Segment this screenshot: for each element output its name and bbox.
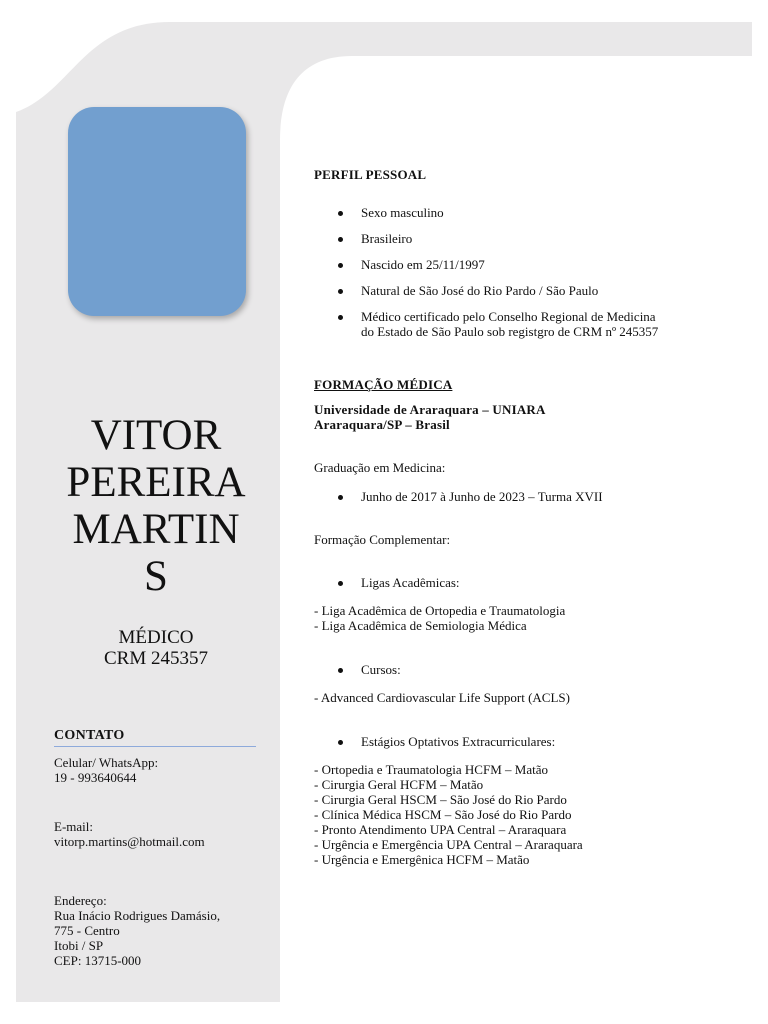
full-name xyxy=(36,412,276,600)
profile-item: Nascido em 25/11/1997 xyxy=(314,257,485,272)
league-item: - Liga Acadêmica de Ortopedia e Traumatologia xyxy=(314,603,566,618)
leagues-list xyxy=(314,603,565,633)
name-line: PEREIRA xyxy=(66,459,246,506)
name-line: S xyxy=(144,553,168,600)
graduation-label: Graduação em Medicina: xyxy=(314,460,446,475)
internship-item: - Urgência e Emergência UPA Central – Araraquara xyxy=(314,837,583,852)
address-label: Endereço: xyxy=(54,893,107,908)
profile-item: Sexo masculino xyxy=(314,205,444,220)
profile-heading: PERFIL PESSOAL xyxy=(314,167,427,182)
contact-divider xyxy=(54,746,256,747)
institution-name: Universidade de Araraquara – UNIARA xyxy=(314,402,546,417)
profile-item: Brasileiro xyxy=(314,231,412,246)
address-line: 775 - Centro xyxy=(54,923,120,938)
league-item: - Liga Acadêmica de Semiologia Médica xyxy=(314,618,527,633)
education-heading: FORMAÇÃO MÉDICA xyxy=(314,377,453,392)
phone-number[interactable]: 19 - 993640644 xyxy=(54,770,137,785)
internship-item: - Urgência e Emergênica HCFM – Matão xyxy=(314,852,530,867)
graduation-item: Junho de 2017 à Junho de 2023 – Turma XVII xyxy=(314,489,603,504)
profile-photo-placeholder xyxy=(68,107,246,316)
internships-label: Estágios Optativos Extracurriculares: xyxy=(314,734,555,749)
email-label: E-mail: xyxy=(54,819,93,834)
name-line: MARTIN xyxy=(72,506,240,553)
crm-line: CRM 245357 xyxy=(104,648,208,669)
address-line: Rua Inácio Rodrigues Damásio, xyxy=(54,908,221,923)
leagues-label: Ligas Acadêmicas: xyxy=(314,575,460,590)
address-line: CEP: 13715-000 xyxy=(54,953,142,968)
complementary-label: Formação Complementar: xyxy=(314,532,451,547)
contact-section xyxy=(54,728,264,968)
internship-item: - Cirurgia Geral HSCM – São José do Rio Pardo xyxy=(314,792,567,807)
internship-item: - Pronto Atendimento UPA Central – Araraquara xyxy=(314,822,567,837)
name-line: VITOR xyxy=(90,412,222,459)
internship-item: - Clínica Médica HSCM – São José do Rio Pardo xyxy=(314,807,572,822)
profile-item: Natural de São José do Rio Pardo / São Paulo xyxy=(314,283,598,298)
address-line: Itobi / SP xyxy=(54,938,104,953)
contact-heading: CONTATO xyxy=(54,728,125,743)
internship-item: - Ortopedia e Traumatologia HCFM – Matão xyxy=(314,762,548,777)
role-line: MÉDICO xyxy=(118,627,194,648)
institution-location: Araraquara/SP – Brasil xyxy=(314,417,450,432)
courses-list xyxy=(314,690,570,705)
internships-list xyxy=(314,762,583,867)
job-title xyxy=(36,627,276,669)
email-address[interactable]: vitorp.martins@hotmail.com xyxy=(54,834,205,849)
internship-item: - Cirurgia Geral HCFM – Matão xyxy=(314,777,484,792)
course-item: - Advanced Cardiovascular Life Support (ACLS) xyxy=(314,690,570,705)
profile-item: Médico certificado pelo Conselho Regional de Medicina do Estado de São Paulo sob registgro de CRM nº 245357 xyxy=(314,309,658,339)
phone-label: Celular/ WhatsApp: xyxy=(54,755,159,770)
courses-label: Cursos: xyxy=(314,662,401,677)
